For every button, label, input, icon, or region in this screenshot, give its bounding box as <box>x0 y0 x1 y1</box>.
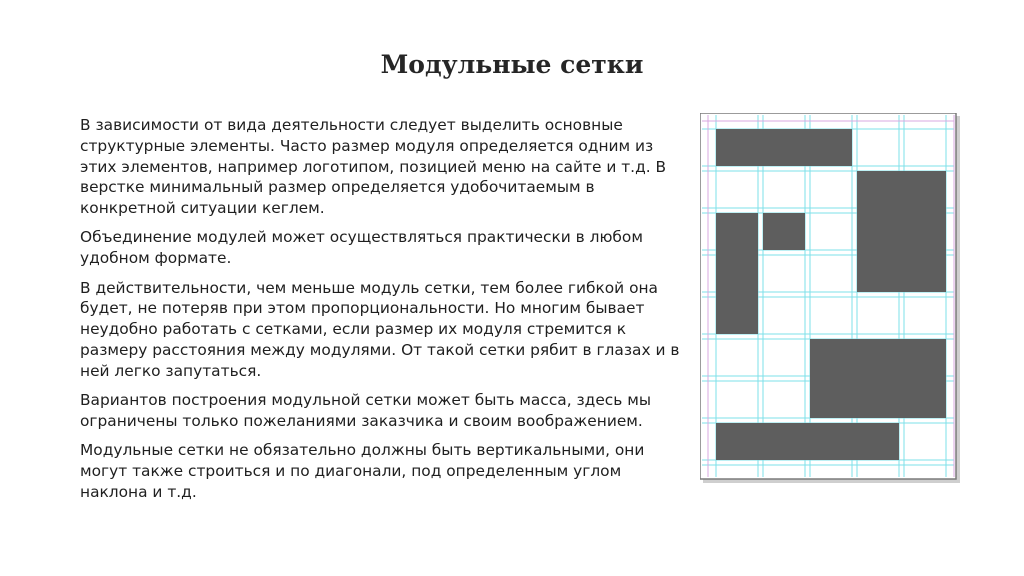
grid-module-block <box>763 213 805 250</box>
modular-grid-illustration <box>700 113 960 483</box>
modular-grid-svg <box>700 113 960 483</box>
paragraph-modules-structure: В зависимости от вида деятельности следует выделить основные структурные элементы. Часто размер модуля определяется одним из этих элементов, например логотипом, позицией меню на сайте и т.д. В верстке минимальный размер определяется удобочитаемым в конкретной ситуации кеглем. <box>80 116 667 218</box>
grid-module-block <box>716 129 852 166</box>
grid-module-block <box>857 171 946 292</box>
paragraph-modules-size: В действительности, чем меньше модуль сетки, тем более гибкой она будет, не потеряв при этом пропорциональности. Но многим бывает неудобно работать с сетками, если размер их модуля стремится к размеру расстояния между модулями. От такой сетки рябит в глазах и в ней легко запутаться. <box>80 278 680 380</box>
paragraph-modules-union: Объединение модулей может осуществляться практически в любом удобном формате. <box>80 228 643 268</box>
body-text <box>80 115 680 511</box>
grid-module-block <box>716 423 899 460</box>
grid-module-block <box>810 339 946 418</box>
paragraph-modules-diagonal: Модульные сетки не обязательно должны быть вертикальными, они могут также строиться и по диагонали, под определенным углом наклона и т.д. <box>80 441 645 501</box>
grid-module-block <box>716 213 758 334</box>
slide-title: Модульные сетки <box>380 50 644 79</box>
paragraph-modules-variants: Вариантов построения модульной сетки может быть масса, здесь мы ограничены только пожеланиями заказчика и своим воображением. <box>80 391 651 430</box>
